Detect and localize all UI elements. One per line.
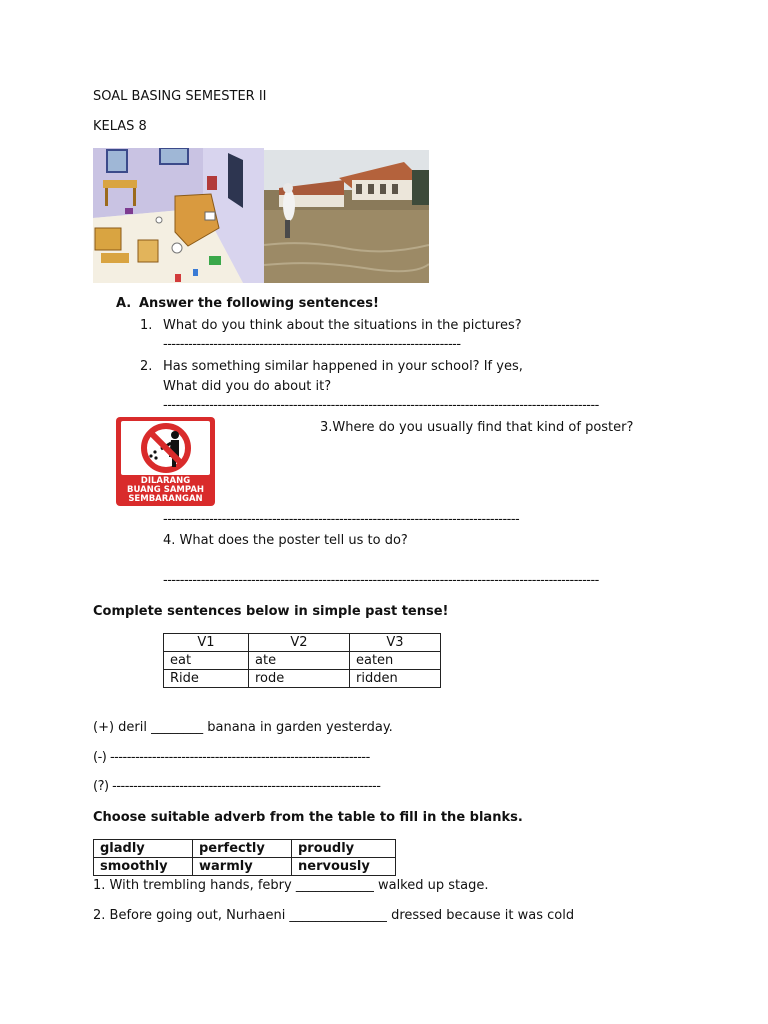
table-row xyxy=(164,652,441,670)
flooded-school-image xyxy=(264,150,429,283)
table-row xyxy=(94,840,396,858)
answer-line-4: -------------------------------------------------------------------------------------------------------- xyxy=(163,573,599,588)
answer-line-1: ----------------------------------------------------------------------- xyxy=(163,337,461,352)
question-1-text: What do you think about the situations in the pictures? xyxy=(163,318,522,333)
poster-line-2: BUANG SAMPAH xyxy=(126,485,205,495)
table-cell: smoothly xyxy=(94,858,193,876)
answer-line-2: -------------------------------------------------------------------------------------------------------- xyxy=(163,398,599,413)
table-cell: ridden xyxy=(350,670,441,688)
question-4-text: 4. What does the poster tell us to do? xyxy=(163,533,408,548)
fill-sentence-2: 2. Before going out, Nurhaeni _______________ dressed because it was cold xyxy=(93,908,575,923)
table-cell: Ride xyxy=(164,670,249,688)
table-header-row xyxy=(164,634,441,652)
header-v3: V3 xyxy=(350,634,441,652)
table-row xyxy=(164,670,441,688)
no-littering-poster xyxy=(116,417,215,506)
table-cell: eat xyxy=(164,652,249,670)
header-v2: V2 xyxy=(249,634,350,652)
table-cell: proudly xyxy=(292,840,396,858)
question-2-text: Has something similar happened in your school? If yes, xyxy=(163,359,523,374)
question-sentence: (?) ---------------------------------------------------------------- xyxy=(93,779,381,794)
table-cell: eaten xyxy=(350,652,441,670)
class-label: KELAS 8 xyxy=(93,119,147,134)
table-cell: gladly xyxy=(94,840,193,858)
section-a-marker: A. xyxy=(116,296,132,311)
adverb-table xyxy=(93,839,396,876)
table-cell: warmly xyxy=(193,858,292,876)
poster-line-1: DILARANG xyxy=(140,476,191,486)
fill-sentence-1: 1. With trembling hands, febry ____________ walked up stage. xyxy=(93,878,489,893)
table-cell: ate xyxy=(249,652,350,670)
poster-line-3: SEMBARANGAN xyxy=(128,494,203,504)
table-cell: rode xyxy=(249,670,350,688)
header-v1: V1 xyxy=(164,634,249,652)
positive-sentence: (+) deril ________ banana in garden yesterday. xyxy=(93,720,393,735)
no-littering-icon xyxy=(121,421,210,475)
section-b-heading: Complete sentences below in simple past tense! xyxy=(93,604,449,619)
section-c-heading: Choose suitable adverb from the table to fill in the blanks. xyxy=(93,810,523,825)
question-2-text-continued: What did you do about it? xyxy=(163,379,332,394)
section-a-heading: Answer the following sentences! xyxy=(139,296,379,311)
table-cell: perfectly xyxy=(193,840,292,858)
question-1-number: 1. xyxy=(140,318,153,333)
document-title: SOAL BASING SEMESTER II xyxy=(93,89,267,104)
answer-line-3: ------------------------------------------------------------------------------------- xyxy=(163,512,520,527)
messy-classroom-image xyxy=(93,148,264,283)
verb-forms-table xyxy=(163,633,441,688)
table-row xyxy=(94,858,396,876)
negative-sentence: (-) -------------------------------------------------------------- xyxy=(93,750,370,765)
question-3-text: 3.Where do you usually find that kind of poster? xyxy=(320,420,634,435)
table-cell: nervously xyxy=(292,858,396,876)
question-2-number: 2. xyxy=(140,359,153,374)
poster-symbol-panel xyxy=(121,421,210,475)
